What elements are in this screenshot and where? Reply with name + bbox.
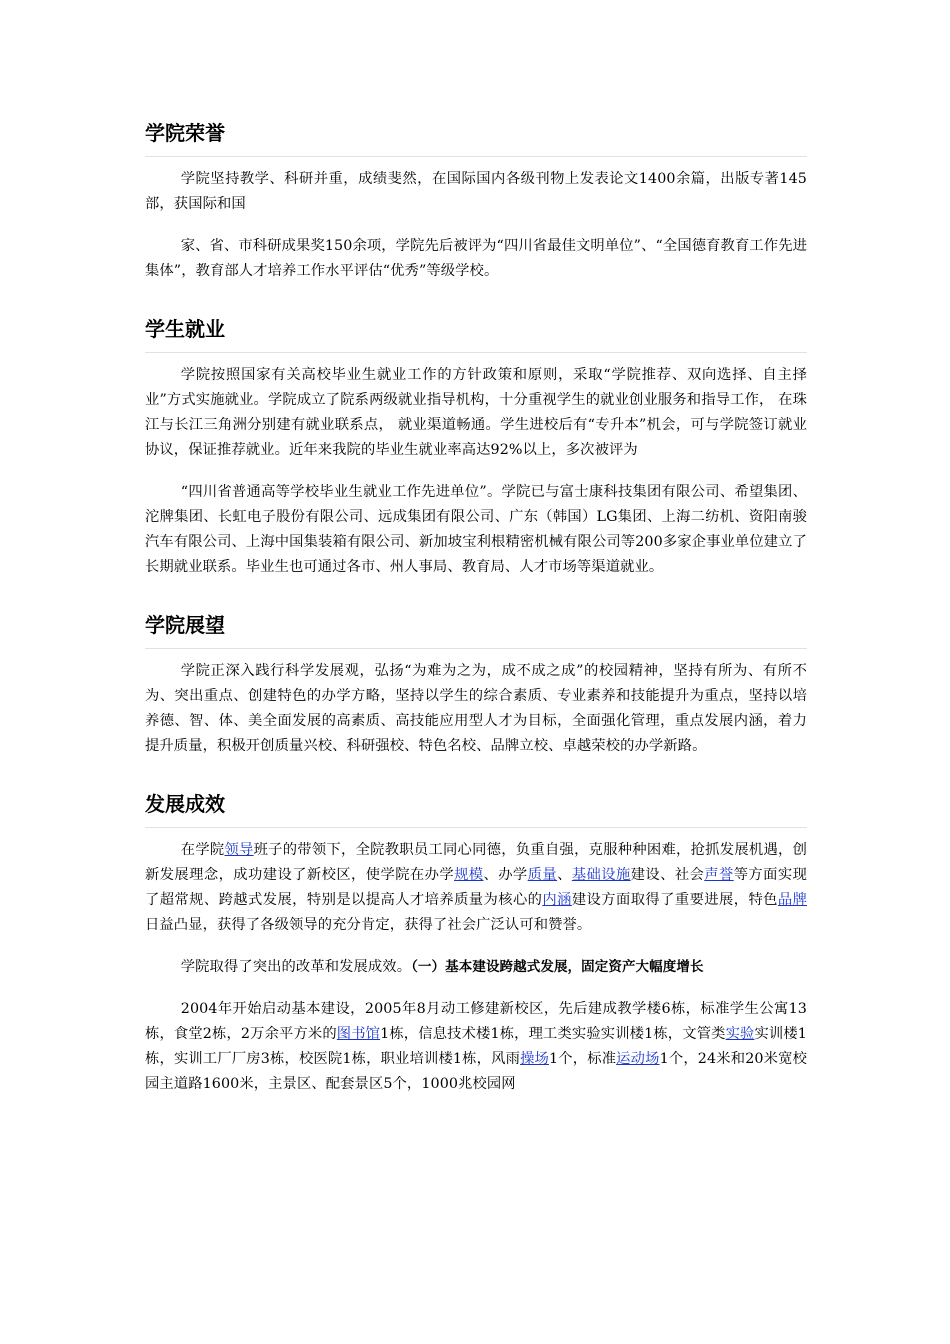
text-run: 班子的带领下，全院教职员工同心同德，负重自强，克服种种困难，抢抓发展机遇，创新发展理念，成功建设了新校区，使学院在办学 — [145, 842, 807, 883]
document-page — [145, 118, 807, 1097]
section-heading: 学院展望 — [145, 610, 807, 649]
paragraph — [145, 955, 807, 980]
link-leadership[interactable]: 领导 — [224, 842, 254, 858]
section-honors — [145, 118, 807, 284]
text-run: 等方面实现了超常规、跨越式发展，特别是以提高人才培养质量为核心的 — [145, 867, 807, 908]
section-employment — [145, 314, 807, 580]
text-run: 学院取得了突出的改革和发展成效。 — [180, 959, 412, 975]
link-infrastructure[interactable]: 基础设施 — [571, 867, 631, 883]
text-run: 建设、社会 — [630, 867, 705, 883]
text-run: 日益凸显，获得了各级领导的充分肯定，获得了社会广泛认可和赞誉。 — [145, 917, 592, 933]
link-brand[interactable]: 品牌 — [777, 892, 808, 908]
link-reputation[interactable]: 声誉 — [704, 867, 734, 883]
bold-subheading: （一）基本建设跨越式发展，固定资产大幅度增长 — [411, 959, 704, 975]
link-quality[interactable]: 质量 — [527, 867, 558, 883]
paragraph: 家、省、市科研成果奖150余项，学院先后被评为“四川省最佳文明单位”、“全国德育教育工作先进集体”，教育部人才培养工作水平评估“优秀”等级学校。 — [145, 238, 807, 279]
text-run: 1个，标准 — [549, 1051, 617, 1067]
section-heading: 学生就业 — [145, 314, 807, 353]
link-library[interactable]: 图书馆 — [336, 1026, 381, 1042]
link-connotation[interactable]: 内涵 — [542, 892, 572, 908]
paragraph: 学院坚持教学、科研并重，成绩斐然，在国际国内各级刊物上发表论文1400余篇，出版专著145部，获国际和国 — [145, 171, 807, 212]
text-run: 实训楼1栋，实训工厂厂房3栋，校医院1栋，职业培训楼1栋，风雨 — [145, 1026, 807, 1067]
section-heading: 发展成效 — [145, 789, 807, 828]
section-heading: 学院荣誉 — [145, 118, 807, 157]
text-run: 1栋，信息技术楼1栋，理工类实验实训楼1栋，文管类 — [380, 1026, 726, 1042]
section-achievements — [145, 789, 807, 1097]
link-sports-field[interactable]: 运动场 — [616, 1051, 660, 1067]
paragraph — [145, 997, 807, 1097]
paragraph: 学院按照国家有关高校毕业生就业工作的方针政策和原则，采取“学院推荐、双向选择、自主择业”方式实施就业。学院成立了院系两级就业指导机构，十分重视学生的就业创业服务和指导工作， 在珠江与长江三角洲分别建有就业联系点， 就业渠道畅通。学生进校后有“专升本”机会，可与学院签订就业协议，保证推荐就业。近年来我院的毕业生就业率高达92%以上，多次被评为 — [145, 367, 807, 458]
link-playground[interactable]: 操场 — [520, 1051, 550, 1067]
link-experiment[interactable]: 实验 — [725, 1026, 755, 1042]
text-run: 1个，24米和20米宽校园主道路1600米，主景区、配套景区5个，1000兆校园网 — [145, 1051, 807, 1092]
section-outlook — [145, 610, 807, 759]
text-run: 建设方面取得了重要进展，特色 — [571, 892, 778, 908]
paragraph: 学院正深入践行科学发展观，弘扬“为难为之为，成不成之成”的校园精神，坚持有所为、有所不为、突出重点、创建特色的办学方略，坚持以学生的综合素质、专业素养和技能提升为重点，坚持以培养德、智、体、美全面发展的高素质、高技能应用型人才为目标，全面强化管理，重点发展内涵，着力提升质量，积极开创质量兴校、科研强校、特色名校、品牌立校、卓越荣校的办学新路。 — [145, 663, 807, 754]
text-run: 2004年开始启动基本建设，2005年8月动工修建新校区，先后建成教学楼6栋，标准学生公寓13栋，食堂2栋，2万余平方米的 — [145, 1001, 807, 1042]
paragraph: “四川省普通高等学校毕业生就业工作先进单位”。学院已与富士康科技集团有限公司、希望集团、沱牌集团、长虹电子股份有限公司、远成集团有限公司、广东（韩国）LG集团、上海二纺机、资阳南骏汽车有限公司、上海中国集装箱有限公司、新加坡宝利根精密机械有限公司等200多家企事业单位建立了长期就业联系。毕业生也可通过各市、州人事局、教育局、人才市场等渠道就业。 — [145, 484, 807, 575]
text-run: 、 — [557, 867, 572, 883]
text-run: 、办学 — [483, 867, 528, 883]
text-run: 在学院 — [180, 842, 225, 858]
paragraph — [145, 838, 807, 938]
link-scale[interactable]: 规模 — [454, 867, 484, 883]
